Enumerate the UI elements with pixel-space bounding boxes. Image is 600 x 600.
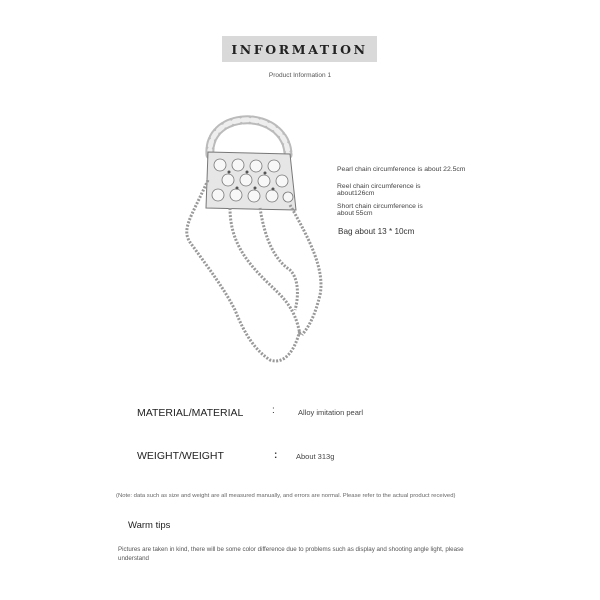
measurement-footnote: (Note: data such as size and weight are all measured manually, and errors are normal. Please refer to the actual product received) [116, 493, 456, 499]
material-colon: : [272, 405, 275, 416]
header-title-box [222, 36, 377, 62]
page-title: INFORMATION [231, 41, 368, 57]
short-chain-note-line1: Short chain circumference is [337, 203, 423, 210]
bag-size-note: Bag about 13 * 10cm [338, 227, 415, 236]
pearl-chain-note: Pearl chain circumference is about 22.5cm [337, 166, 466, 173]
weight-colon: : [274, 450, 278, 461]
material-label: MATERIAL/MATERIAL [137, 407, 244, 419]
weight-value: About 313g [296, 452, 335, 461]
short-chain-note-line2: about 55cm [337, 210, 373, 217]
reel-chain-note-line1: Reel chain circumference is [337, 183, 421, 190]
material-value: Alloy imitation pearl [298, 408, 364, 417]
reel-chain-note-line2: about126cm [337, 190, 375, 197]
warm-tips-text: Pictures are taken in kind, there will be some color difference due to problems such as display and shooting angle light, please understand [118, 546, 464, 562]
product-image [170, 110, 380, 390]
weight-label: WEIGHT/WEIGHT [137, 450, 224, 462]
warm-tips-title: Warm tips [128, 520, 171, 531]
chain-bag-illustration [170, 110, 380, 390]
page-subtitle: Product Information 1 [268, 72, 332, 79]
